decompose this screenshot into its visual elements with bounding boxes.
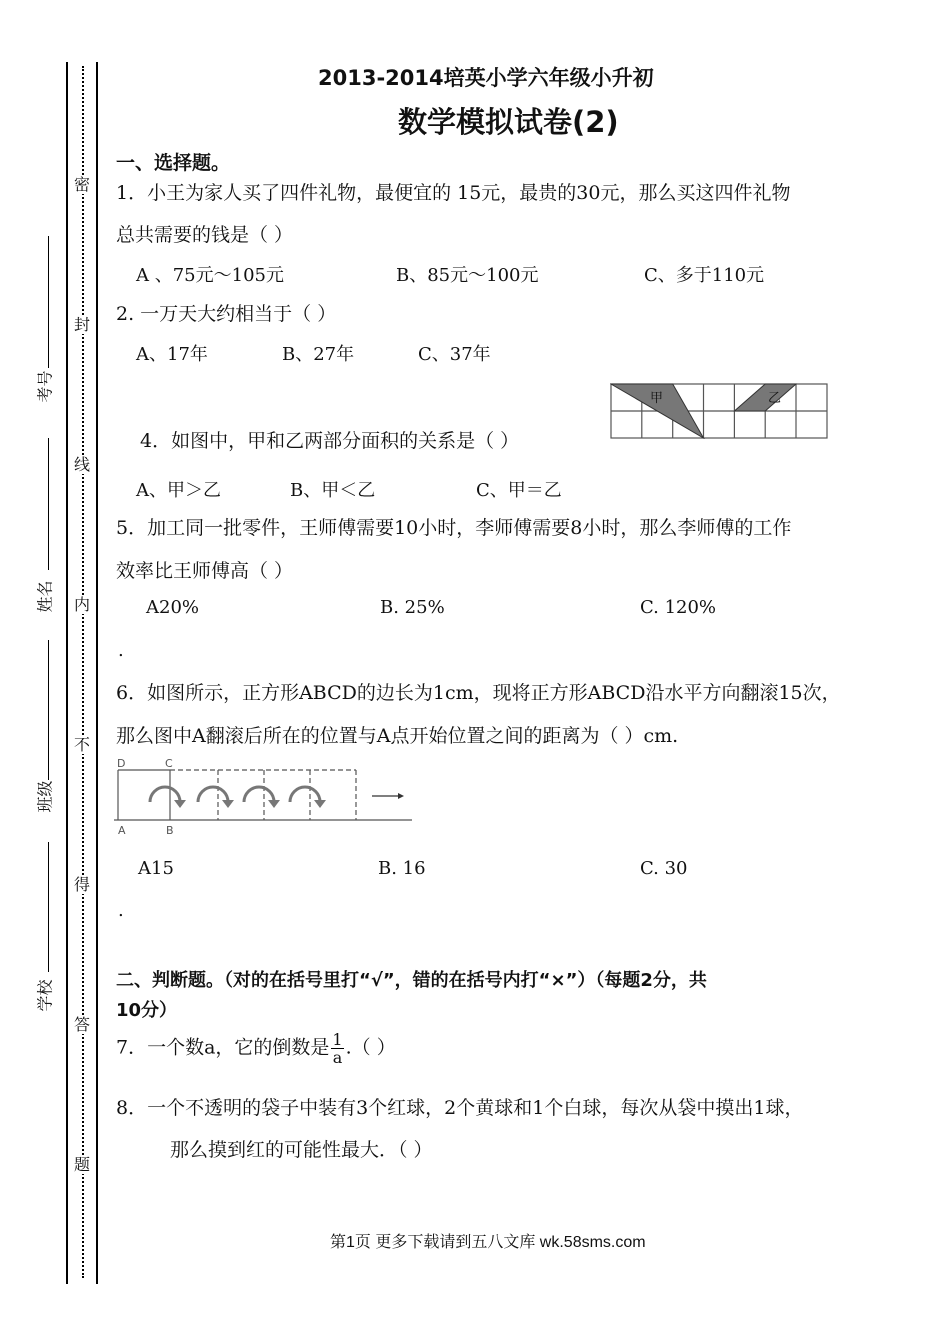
- q5-line1: 5．加工同一批零件，王师傅需要10小时，李师傅需要8小时，那么李师傅的工作: [116, 517, 792, 539]
- q7-suffix: .（ ）: [345, 1036, 396, 1059]
- q5-option-b: B. 25%: [380, 597, 445, 618]
- q4-option-a: A、甲＞乙: [136, 480, 221, 501]
- seal-char-nei: 内: [74, 595, 91, 614]
- q6-label-c: C: [165, 757, 173, 770]
- binding-line-outer: [66, 62, 68, 1284]
- page-footer: 第1页 更多下载请到五八文库 wk.58sms.com: [330, 1234, 646, 1251]
- q7-text: [116, 1031, 396, 1066]
- q6-option-a: A15: [138, 858, 174, 879]
- q7-prefix: 7．一个数a，它的倒数是: [116, 1036, 330, 1059]
- q8-line2: 那么摸到红的可能性最大．（ ）: [170, 1139, 433, 1161]
- class-blank[interactable]: [48, 640, 50, 780]
- q2-option-b: B、27年: [282, 344, 355, 365]
- q5-line2: 效率比王师傅高（ ）: [116, 560, 294, 582]
- exam-number-blank[interactable]: [48, 236, 50, 368]
- q1-option-a: A 、75元～105元: [136, 265, 284, 286]
- q6-label-b: B: [166, 824, 174, 837]
- q4-text: 4．如图中，甲和乙两部分面积的关系是（ ）: [140, 430, 520, 452]
- q2-text: 2. 一万天大约相当于（ ）: [116, 303, 337, 325]
- name-blank[interactable]: [48, 438, 50, 570]
- section2-heading-line2: 10分）: [116, 1000, 178, 1021]
- q4-label-yi: 乙: [768, 391, 782, 406]
- q4-option-b: B、甲＜乙: [290, 480, 376, 501]
- binding-line-inner: [96, 62, 98, 1284]
- q6-option-c: C. 30: [640, 858, 688, 879]
- q5-option-c: C. 120%: [640, 597, 717, 618]
- q8-line1: 8．一个不透明的袋子中装有3个红球，2个黄球和1个白球，每次从袋中摸出1球，: [116, 1097, 804, 1119]
- school-blank[interactable]: [48, 842, 50, 972]
- q6-rolling-square-figure: [114, 756, 418, 838]
- seal-char-de: 得: [74, 875, 91, 894]
- q6-line2: 那么图中A翻滚后所在的位置与A点开始位置之间的距离为（ ）cm.: [116, 725, 679, 747]
- q6-line1: 6．如图所示，正方形ABCD的边长为1cm，现将正方形ABCD沿水平方向翻滚15次，: [116, 682, 841, 704]
- section1-heading: 一、选择题。: [116, 152, 231, 174]
- q7-fraction-numerator: 1: [332, 1030, 343, 1049]
- q5-trailing-dot: .: [118, 640, 124, 661]
- seal-char-mi: 密: [74, 175, 91, 194]
- q4-option-c: C、甲＝乙: [476, 480, 562, 501]
- q7-fraction: [331, 1031, 343, 1066]
- q6-label-a: A: [118, 824, 126, 837]
- q4-label-jia: 甲: [650, 391, 664, 406]
- q1-option-b: B、85元～100元: [396, 265, 539, 286]
- seal-char-ti: 题: [74, 1155, 91, 1174]
- q4-area-figure: [610, 383, 828, 439]
- q6-label-d: D: [117, 757, 126, 770]
- binding-dotted-line: [82, 66, 84, 1278]
- seal-char-xian: 线: [74, 455, 91, 474]
- q4-shape-yi: [734, 384, 796, 411]
- name-label: 姓名: [35, 580, 55, 613]
- q2-option-a: A、17年: [136, 344, 208, 365]
- title-line-2: 数学模拟试卷(2): [398, 105, 619, 139]
- q6-option-b: B. 16: [378, 858, 426, 879]
- q7-fraction-denominator: a: [332, 1048, 343, 1067]
- seal-char-bu: 不: [74, 735, 91, 754]
- q1-line2: 总共需要的钱是（ ）: [116, 224, 294, 246]
- q6-trailing-dot: .: [118, 900, 124, 921]
- school-label: 学校: [35, 979, 55, 1012]
- section2-heading-line1: 二、判断题。（对的在括号里打“√”，错的在括号内打“×”）（每题2分，共: [116, 970, 707, 991]
- q5-option-a: A20%: [146, 597, 200, 618]
- title-line-1: 2013-2014培英小学六年级小升初: [318, 66, 654, 90]
- exam-number-label: 考号: [35, 370, 55, 403]
- seal-char-da: 答: [74, 1015, 91, 1034]
- q1-line1: 1．小王为家人买了四件礼物，最便宜的 15元，最贵的30元，那么买这四件礼物: [116, 182, 791, 204]
- q2-option-c: C、37年: [418, 344, 491, 365]
- seal-char-feng: 封: [74, 315, 91, 334]
- class-label: 班级: [35, 780, 55, 813]
- q1-option-c: C、多于110元: [644, 265, 765, 286]
